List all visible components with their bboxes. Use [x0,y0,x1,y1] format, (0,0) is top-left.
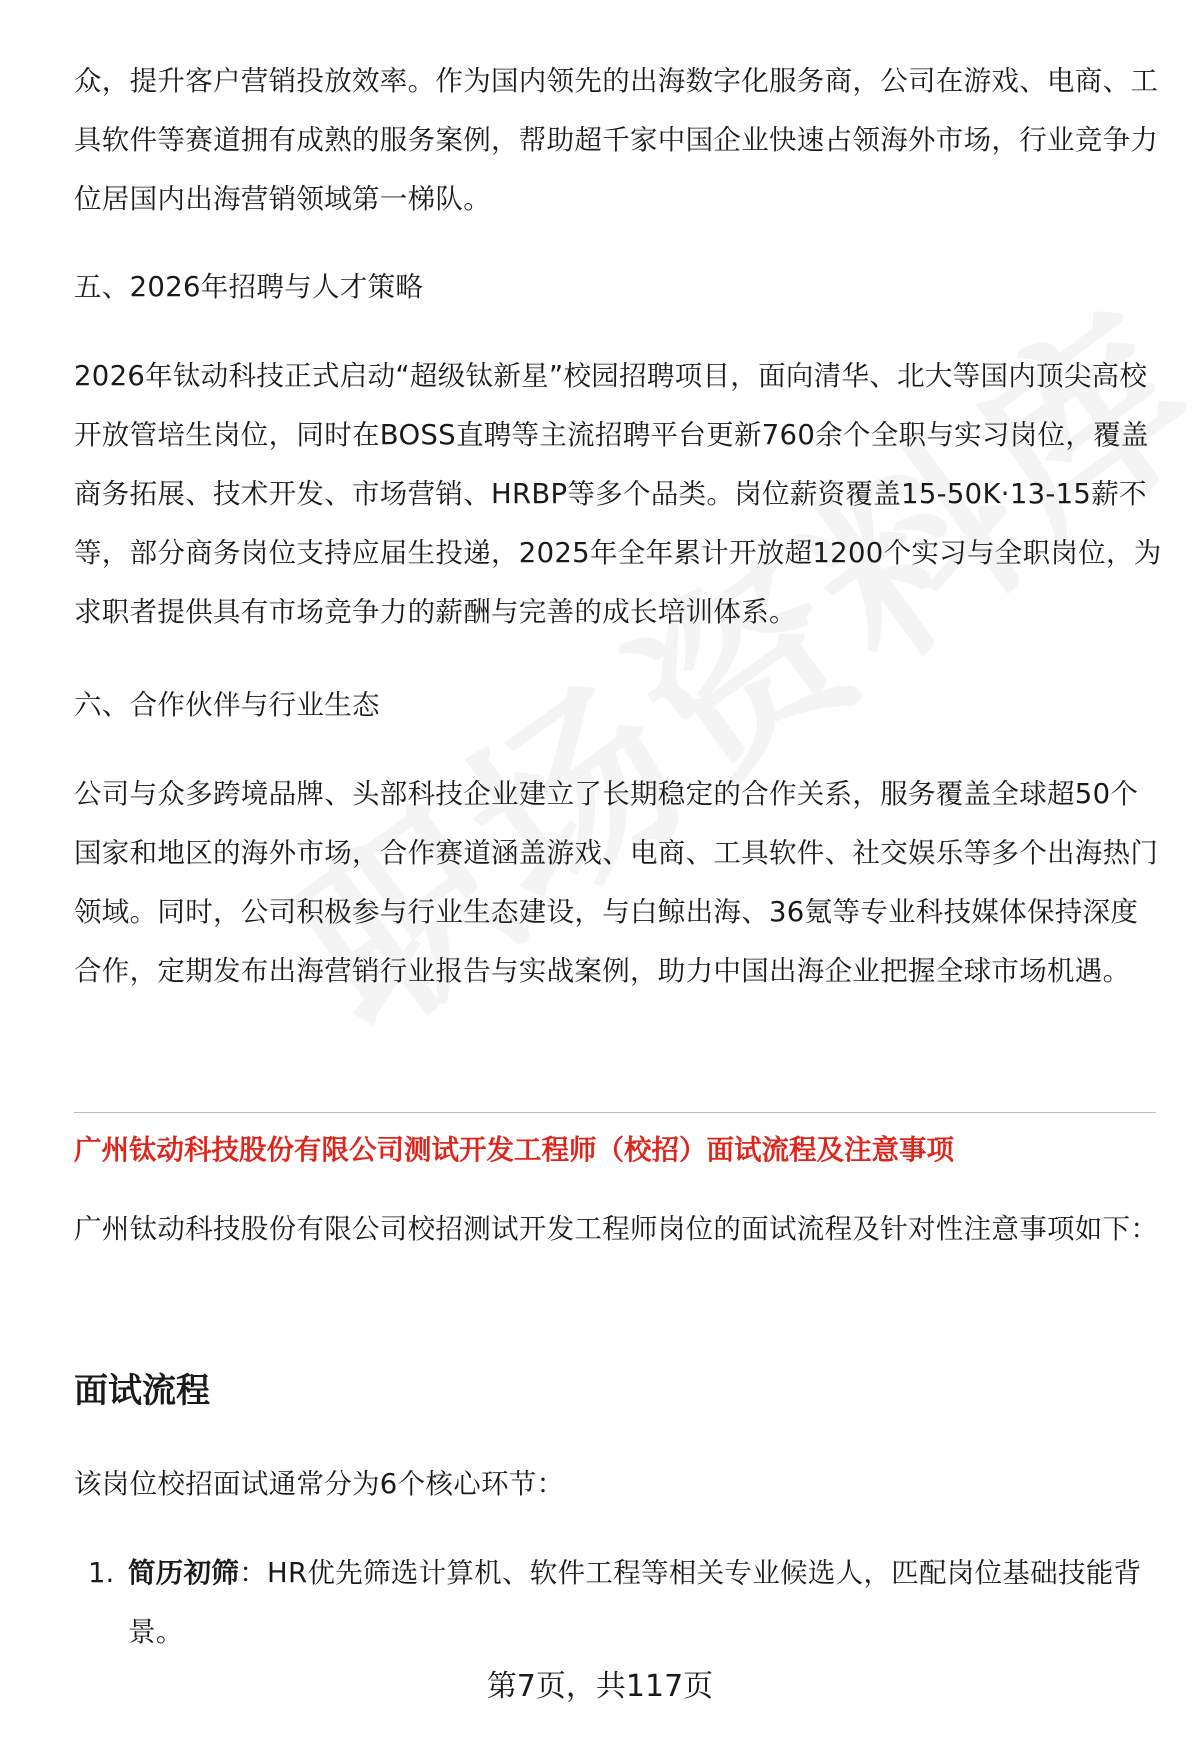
process-intro: 该岗位校招面试通常分为6个核心环节： [74,1468,565,1500]
list-item-number: 1. [88,1557,115,1589]
section-title: 广州钛动科技股份有限公司测试开发工程师（校招）面试流程及注意事项 [74,1134,954,1166]
section-intro: 广州钛动科技股份有限公司校招测试开发工程师岗位的面试流程及针对性注意事项如下： [74,1213,1159,1245]
list-item-term: 简历初筛 [128,1557,240,1589]
paragraph-recruitment: 2026年钛动科技正式启动“超级钛新星”校园招聘项目，面向清华、北大等国内顶尖高校开放管培生岗位，同时在BOSS直聘等主流招聘平台更新760余个全职与实习岗位，覆盖商务拓展、技术开发、市场营销、HRBP等多个品类。岗位薪资覆盖15-50K·13-15薪不等，部分商务岗位支持应届生投递，2025年全年累计开放超1200个实习与全职岗位，为求职者提供具有市场竞争力的薪酬与完善的成长培训体系。 [74,360,1162,628]
section-heading-recruitment: 五、2026年招聘与人才策略 [74,271,424,303]
process-heading: 面试流程 [74,1371,210,1411]
list-item-body [128,1544,1164,1662]
section-divider [74,1112,1156,1113]
page-number: 第7页，共117页 [486,1669,714,1704]
section-heading-partners: 六、合作伙伴与行业生态 [74,689,380,721]
paragraph-company-overview: 众，提升客户营销投放效率。作为国内领先的出海数字化服务商，公司在游戏、电商、工具软件等赛道拥有成熟的服务案例，帮助超千家中国企业快速占领海外市场，行业竞争力位居国内出海营销领域第一梯队。 [74,65,1159,215]
paragraph-partners: 公司与众多跨境品牌、头部科技企业建立了长期稳定的合作关系，服务覆盖全球超50个国家和地区的海外市场，合作赛道涵盖游戏、电商、工具软件、社交娱乐等多个出海热门领域。同时，公司积极参与行业生态建设，与白鲸出海、36氪等专业科技媒体保持深度合作，定期发布出海营销行业报告与实战案例，助力中国出海企业把握全球市场机遇。 [74,778,1159,987]
list-item-text: ：HR优先筛选计算机、软件工程等相关专业候选人，匹配岗位基础技能背景。 [128,1557,1142,1648]
